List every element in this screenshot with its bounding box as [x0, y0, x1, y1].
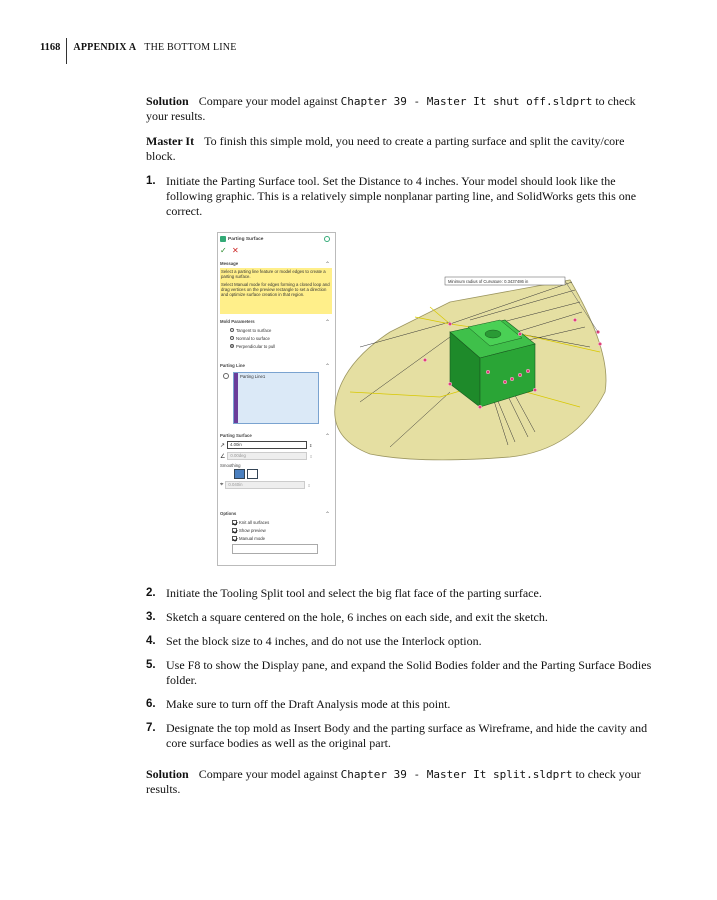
parting-line-selection-box[interactable] [233, 372, 319, 424]
steps-list-a [146, 174, 652, 219]
file-name: Chapter 39 - Master It split.sldprt [340, 768, 573, 781]
parting-surface-section [220, 433, 332, 489]
step-text: Sketch a square centered on the hole, 6 inches on each side, and exit the sketch. [166, 610, 548, 624]
smooth-smoothing-icon[interactable] [247, 469, 258, 479]
distance-arrow-icon: ↗ [220, 442, 226, 449]
cancel-x-icon[interactable]: ✕ [231, 246, 239, 255]
spin-arrows-icon[interactable]: ⇕ [309, 453, 313, 459]
chevron-up-icon[interactable]: ⌃ [324, 262, 330, 268]
radio-tangent[interactable] [230, 326, 332, 334]
solution-paragraph-2 [146, 767, 652, 797]
model-viewport [330, 232, 610, 568]
solution-paragraph-1 [146, 94, 652, 124]
file-name: Chapter 39 - Master It shut off.sldprt [340, 95, 593, 108]
step-number: 4. [146, 635, 156, 647]
angle-field[interactable]: 0.00deg [227, 452, 307, 460]
page-body-continued [146, 586, 652, 797]
solution-text-end: to check your results. [146, 767, 641, 796]
step-number: 1. [146, 175, 156, 187]
spin-arrows-icon[interactable]: ⇕ [307, 482, 311, 488]
message-header: Message [220, 261, 239, 266]
radio-label: Tangent to surface [236, 327, 272, 333]
mold-parameters-section [220, 319, 332, 350]
parting-line-section [220, 363, 332, 379]
page-number: 1168 [40, 42, 61, 53]
radio-icon[interactable] [230, 336, 234, 340]
edge-selection-icon [223, 373, 229, 379]
curvature-callout: Minimum radius of Curvature: 0.3437486 in [448, 279, 529, 284]
steps-list-b [146, 586, 652, 751]
running-header [40, 40, 237, 62]
step-item [146, 721, 652, 751]
chevron-up-icon[interactable]: ⌃ [324, 320, 330, 326]
step-text: Make sure to turn off the Draft Analysis mode at this point. [166, 697, 451, 711]
parting-surface-figure [217, 232, 609, 568]
master-it-label: Master It [146, 134, 195, 148]
parting-surface-header: Parting Surface [220, 433, 252, 438]
checkbox-manual[interactable] [232, 534, 332, 542]
message-section [220, 261, 332, 314]
solution-text: Compare your model against [198, 767, 341, 781]
step-number: 6. [146, 698, 156, 710]
mold-parameters-header: Mold Parameters [220, 319, 255, 324]
panel-title-row [220, 236, 332, 246]
checkbox-icon[interactable] [232, 536, 237, 541]
step-item [146, 634, 652, 649]
step-number: 2. [146, 587, 156, 599]
sharp-smoothing-icon[interactable] [234, 469, 245, 479]
property-manager-panel [217, 232, 336, 566]
checkbox-knit[interactable] [232, 518, 332, 526]
checkbox-label: Manual mode [239, 535, 266, 541]
selection-bar [234, 373, 238, 423]
radio-icon-selected[interactable] [230, 344, 234, 348]
spin-arrows-icon[interactable]: ⇕ [309, 442, 313, 448]
smoothing-distance-icon: ⌖ [220, 481, 224, 488]
chapter-title: THE BOTTOM LINE [144, 42, 237, 53]
step-text: Designate the top mold as Insert Body and the parting surface as Wireframe, and hide the cavity and core surface bodies as well as the original part. [166, 721, 648, 750]
step-text: Initiate the Parting Surface tool. Set the Distance to 4 inches. Your model should look like the following graphic. This is a relatively simple nonplanar parting line, and SolidWorks gets this one correct. [166, 174, 637, 218]
solution-text-end: to check your results. [146, 94, 636, 123]
solution-label: Solution [146, 94, 189, 108]
step-item [146, 174, 652, 219]
smoothing-field[interactable]: 0.040in [225, 481, 305, 489]
ok-check-icon[interactable]: ✓ [220, 246, 227, 255]
step-number: 3. [146, 611, 156, 623]
step-number: 5. [146, 659, 156, 671]
step-item [146, 697, 652, 712]
parting-surface-icon [220, 236, 226, 242]
panel-title: Parting Surface [228, 237, 264, 243]
message-box [220, 268, 332, 314]
angle-row [220, 452, 332, 460]
checkbox-preview[interactable] [232, 526, 332, 534]
ok-cancel-row [220, 246, 332, 256]
checkbox-icon[interactable] [232, 528, 237, 533]
chevron-up-icon[interactable]: ⌃ [324, 512, 330, 518]
step-item [146, 658, 652, 688]
radio-icon[interactable] [230, 328, 234, 332]
master-it-paragraph [146, 134, 652, 164]
message-line-2: Select Manual mode for edges forming a closed loop and drag vertices on the preview rectangle to set a direction and optimize surface creation in that region. [221, 282, 330, 297]
radio-perpendicular[interactable] [230, 342, 332, 350]
step-text: Set the block size to 4 inches, and do not use the Interlock option. [166, 634, 482, 648]
parting-line-header: Parting Line [220, 363, 245, 368]
distance-field[interactable]: 4.00in [227, 441, 307, 449]
chevron-up-icon[interactable]: ⌃ [324, 364, 330, 370]
distance-row [220, 441, 332, 449]
step-item [146, 586, 652, 601]
appendix-label: APPENDIX A [73, 42, 137, 53]
solution-label: Solution [146, 767, 189, 781]
checkbox-label: Show preview [239, 527, 266, 533]
step-number: 7. [146, 722, 156, 734]
smoothing-header: Smoothing [220, 463, 241, 468]
manual-mode-box[interactable] [232, 544, 318, 554]
step-text: Initiate the Tooling Split tool and select the big flat face of the parting surface. [166, 586, 542, 600]
options-header: Options [220, 511, 237, 516]
angle-icon: ∠ [220, 453, 226, 460]
message-line-1: Select a parting line feature or model edges to create a parting surface. [221, 269, 326, 279]
page-body [146, 94, 652, 228]
smoothing-row [220, 481, 332, 489]
smoothing-buttons [220, 470, 332, 478]
solution-text: Compare your model against [198, 94, 341, 108]
chevron-up-icon[interactable]: ⌃ [324, 434, 330, 440]
radio-label: Perpendicular to pull [236, 343, 276, 349]
radio-normal[interactable] [230, 334, 332, 342]
header-divider [66, 38, 67, 64]
checkbox-icon[interactable] [232, 520, 237, 525]
options-section [220, 511, 332, 554]
parting-line-item[interactable]: Parting Line1 [240, 374, 266, 379]
step-item [146, 610, 652, 625]
step-text: Use F8 to show the Display pane, and expand the Solid Bodies folder and the Parting Surface Bodies folder. [166, 658, 652, 687]
checkbox-label: Knit all surfaces [239, 519, 270, 525]
radio-label: Normal to surface [236, 335, 270, 341]
master-it-text: To finish this simple mold, you need to create a parting surface and split the cavity/core block. [146, 134, 625, 163]
running-title [73, 42, 236, 53]
